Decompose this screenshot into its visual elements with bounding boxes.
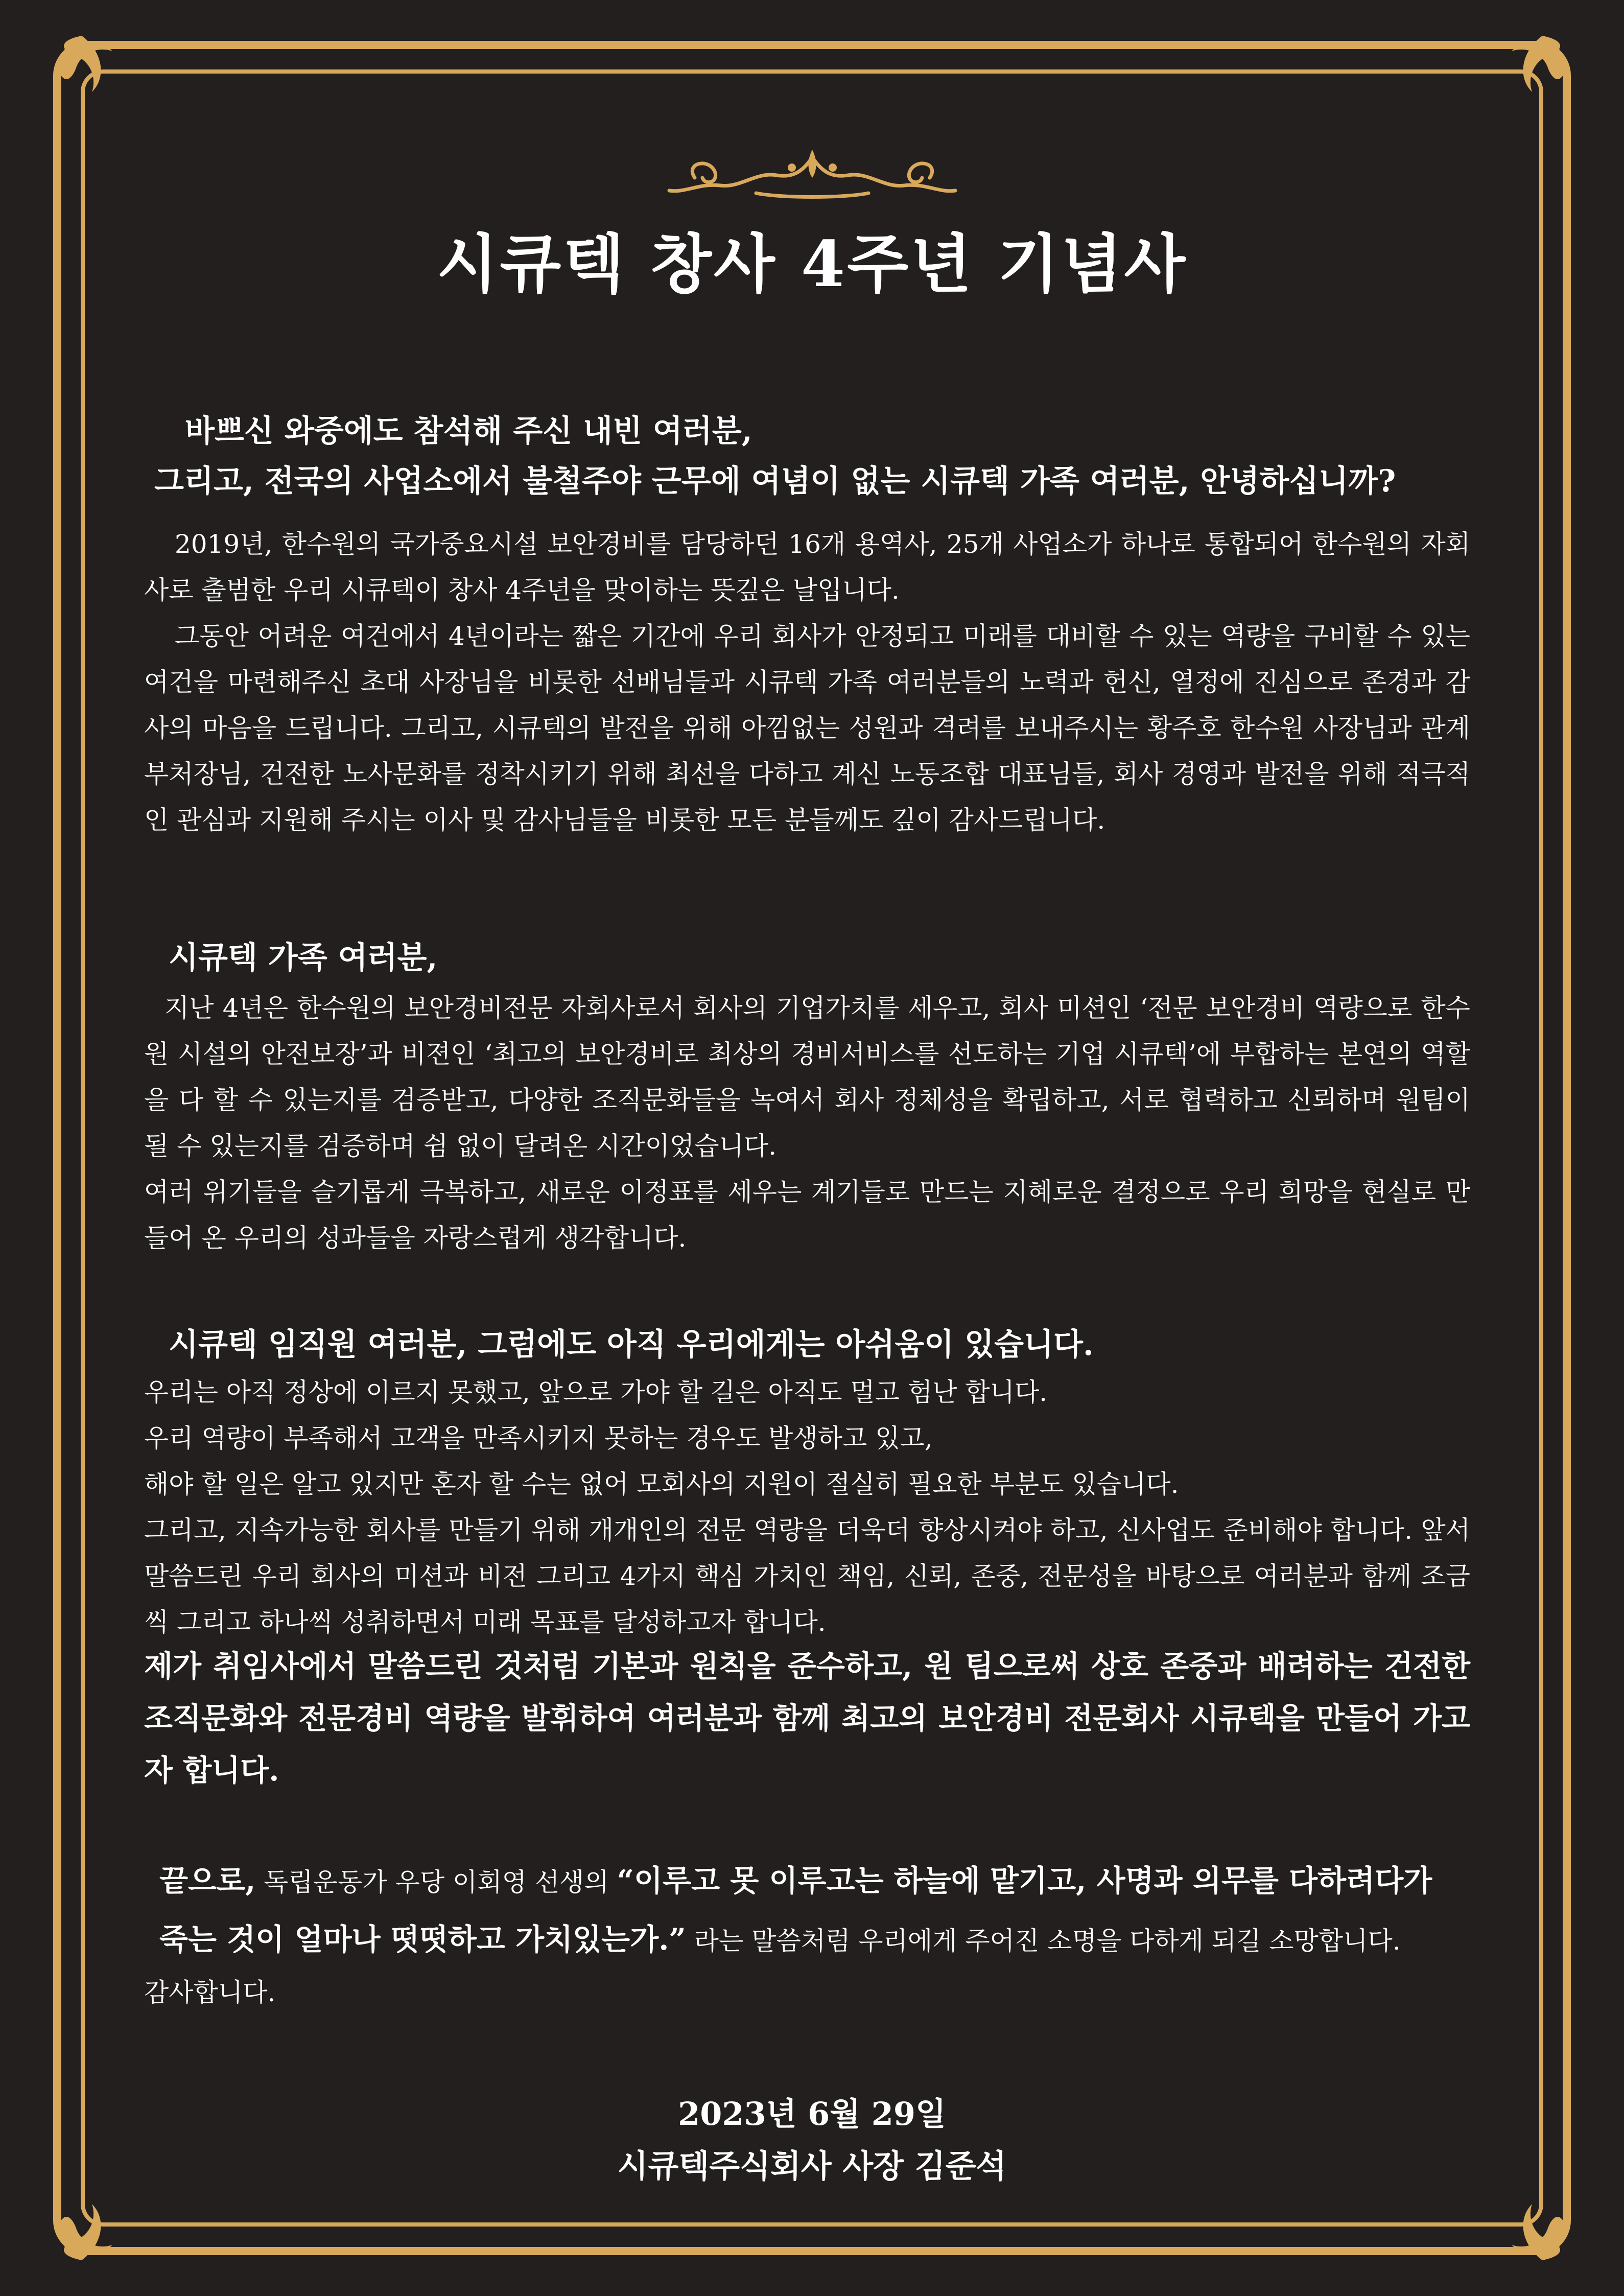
fleur-corner-icon [1512, 2204, 1568, 2260]
paragraph: 여러 위기들을 슬기롭게 극복하고, 새로운 이정표를 세우는 계기들로 만드는 지혜로운 결정으로 우리 희망을 현실로 만들어 온 우리의 성과들을 자랑스럽게 생각합니다. [144, 1177, 1470, 1253]
closing-text [144, 1852, 1470, 1970]
closing-outro: 라는 말씀처럼 우리에게 주어진 소명을 다하게 되길 소망합니다. [686, 1926, 1401, 1956]
greeting [144, 406, 1470, 506]
greeting-line: 그리고, 전국의 사업소에서 불철주야 근무에 여념이 없는 시큐텍 가족 여러분, 안녕하십니까? [154, 463, 1396, 499]
paragraph: 그리고, 지속가능한 회사를 만들기 위해 개개인의 전문 역량을 더욱더 향상시켜야 하고, 신사업도 준비해야 합니다. 앞서 말씀드린 우리 회사의 미션과 비전 그리고 4가지 핵심 가치인 책임, 신뢰, 존중, 전문성을 바탕으로 여러분과 함께 조금씩 그리고 하나씩 성취하면서 미래 목표를 달성하고자 합니다. [144, 1515, 1470, 1637]
paragraph-line: 우리는 아직 정상에 이르지 못했고, 앞으로 가야 할 길은 아직도 멀고 험난 합니다. [144, 1377, 1048, 1407]
date: 2023년 6월 29일 [678, 2095, 946, 2133]
heading-text: 시큐텍 가족 여러분, [169, 940, 438, 976]
closing-quote: “이루고 못 이루고는 하늘에 맡기고, 사명과 의무를 다하려다가 죽는 것이 얼마나 떳떳하고 가치있는가.” [159, 1863, 1432, 1957]
page-title: 시큐텍 창사 4주년 기념사 [436, 227, 1188, 301]
paragraph-text: 지난 4년은 한수원의 보안경비전문 자회사로서 회사의 기업가치를 세우고, 회사 미션인 ‘전문 보안경비 역량으로 한수원 시설의 안전보장’과 비젼인 ‘최고의 보안경비로 최상의 경비서비스를 선도하는 기업 시큐텍’에 부합하는 본연의 역할을 다 할 수 있는지를 검증받고, 다양한 조직문화들을 녹여서 회사 정체성을 확립하고, 서로 협력하고 신뢰하며 원팀이 될 수 있는지를 검증하며 쉼 없이 달려온 시간이었습니다. [144, 993, 1470, 1161]
thanks-text: 감사합니다. [144, 1978, 276, 2007]
closing-intro: 독립운동가 우당 이회영 선생의 [255, 1867, 617, 1897]
section-heading [144, 1322, 1470, 1368]
section-anniversary [144, 521, 1470, 843]
fleur-corner-icon [1512, 36, 1568, 92]
greeting-line: 바쁘신 와중에도 참석해 주신 내빈 여러분, [185, 413, 752, 449]
paragraph-line: 해야 할 일은 알고 있지만 혼자 할 수는 없어 모회사의 지원이 절실히 필요한 부분도 있습니다. [144, 1469, 1179, 1499]
fleur-corner-icon [56, 2204, 112, 2260]
paragraph [144, 613, 1470, 843]
fleur-corner-icon [56, 36, 112, 92]
paragraph-text: 그동안 어려운 여건에서 4년이라는 짧은 기간에 우리 회사가 안정되고 미래를 대비할 수 있는 역량을 구비할 수 있는 여건을 마련해주신 초대 사장님을 비롯한 선배님들과 시큐텍 가족 여러분들의 노력과 헌신, 열정에 진심으로 존경과 감사의 마음을 드립니다. 그리고, 시큐텍의 발전을 위해 아낌없는 성원과 격려를 보내주시는 황주호 한수원 사장님과 관계부처장님, 건전한 노사문화를 정착시키기 위해 최선을 다하고 계신 노동조합 대표님들, 회사 경영과 발전을 위해 적극적인 관심과 지원해 주시는 이사 및 감사님들을 비롯한 모든 분들께도 깊이 감사드립니다. [144, 621, 1470, 835]
emphasis-text: 제가 취임사에서 말씀드린 것처럼 기본과 원칙을 준수하고, 원 팀으로써 상호 존중과 배려하는 건전한 조직문화와 전문경비 역량을 발휘하여 여러분과 함께 최고의 보안경비 전문회사 시큐텍을 만들어 가고자 합니다. [144, 1649, 1470, 1788]
closing-paragraph [144, 1852, 1470, 1970]
signature: 시큐텍주식회사 사장 김준석 [617, 2147, 1007, 2185]
section-heading [144, 935, 1470, 981]
heading-text: 시큐텍 임직원 여러분, 그럼에도 아직 우리에게는 아쉬움이 있습니다. [169, 1327, 1094, 1363]
paragraph-line: 우리 역량이 부족해서 고객을 만족시키지 못하는 경우도 발생하고 있고, [144, 1423, 933, 1453]
closing-lead: 끝으로, [159, 1863, 256, 1898]
paragraph [144, 985, 1470, 1169]
flourish-ornament-icon [664, 147, 960, 203]
section-family [144, 985, 1470, 1261]
emphasis-paragraph [144, 1640, 1470, 1796]
paragraph-text: 2019년, 한수원의 국가중요시설 보안경비를 담당하던 16개 용역사, 25개 사업소가 하나로 통합되어 한수원의 자회사로 출범한 우리 시큐텍이 창사 4주년을 맞이하는 뜻깊은 날입니다. [144, 529, 1470, 605]
section-employees [144, 1369, 1470, 1645]
paragraph [144, 521, 1470, 613]
thanks [144, 1970, 1470, 2016]
